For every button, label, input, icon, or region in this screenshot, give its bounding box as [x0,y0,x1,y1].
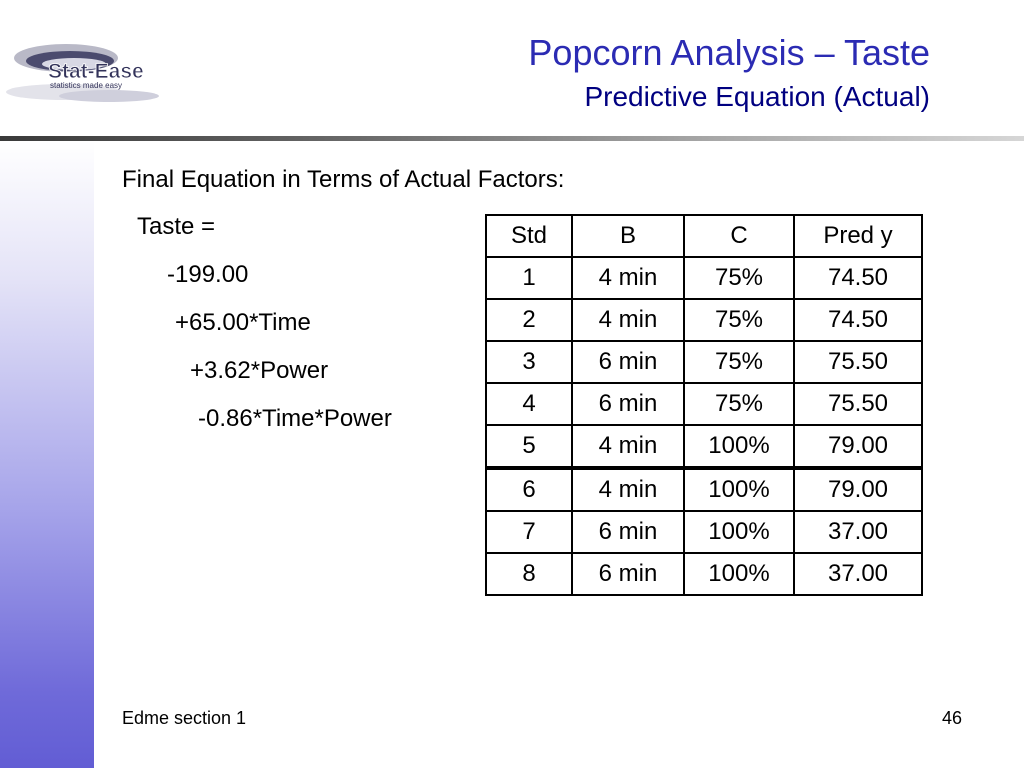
page-number: 46 [941,708,962,728]
table-cell: 100% [684,553,794,595]
table-cell: 6 [486,468,572,511]
table-cell: 6 min [572,341,684,383]
logo-tagline: statistics made easy [50,81,123,90]
equation-line: +65.00*Time [175,309,311,336]
sidebar-gradient [0,141,94,768]
table-cell: 75% [684,299,794,341]
table-cell: 1 [486,257,572,299]
equation-line: +3.62*Power [190,357,329,384]
table-cell: 74.50 [794,299,922,341]
table-cell: 2 [486,299,572,341]
equation-heading: Final Equation in Terms of Actual Factors: [122,166,565,193]
table-cell: 75% [684,341,794,383]
table-row [486,553,922,595]
table-cell: 37.00 [794,511,922,553]
table-cell: 4 min [572,468,684,511]
table-cell: 3 [486,341,572,383]
table-cell: 37.00 [794,553,922,595]
table-cell: 100% [684,425,794,468]
table-cell: 7 [486,511,572,553]
table-row [486,341,922,383]
prediction-table [485,214,923,596]
table-row [486,468,922,511]
table-row [486,257,922,299]
table-cell: 100% [684,511,794,553]
column-header: C [684,215,794,257]
table-cell: 4 min [572,299,684,341]
table-cell: 4 min [572,257,684,299]
equation-line: -0.86*Time*Power [198,405,392,432]
table-row [486,425,922,468]
table-cell: 100% [684,468,794,511]
header-divider [0,136,1024,141]
table-cell: 75% [684,257,794,299]
column-header: B [572,215,684,257]
table-cell: 79.00 [794,468,922,511]
table-cell: 6 min [572,383,684,425]
table-cell: 6 min [572,553,684,595]
table-cell: 4 [486,383,572,425]
footer-section-label: Edme section 1 [122,708,247,728]
table-cell: 4 min [572,425,684,468]
column-header: Std [486,215,572,257]
table-cell: 8 [486,553,572,595]
table-row [486,299,922,341]
equation-line: -199.00 [167,261,249,288]
stat-ease-logo [4,38,194,108]
table-cell: 75.50 [794,341,922,383]
table-row [486,383,922,425]
column-header: Pred y [794,215,922,257]
logo-brand: Stat-Ease [48,60,144,83]
table-cell: 79.00 [794,425,922,468]
table-cell: 75.50 [794,383,922,425]
slide-title: Popcorn Analysis – Taste [528,32,930,73]
table-cell: 74.50 [794,257,922,299]
table-cell: 6 min [572,511,684,553]
slide-subtitle: Predictive Equation (Actual) [584,81,930,112]
equation-line: Taste = [137,213,216,240]
table-cell: 75% [684,383,794,425]
table-header-row [486,215,922,257]
table-cell: 5 [486,425,572,468]
table-row [486,511,922,553]
